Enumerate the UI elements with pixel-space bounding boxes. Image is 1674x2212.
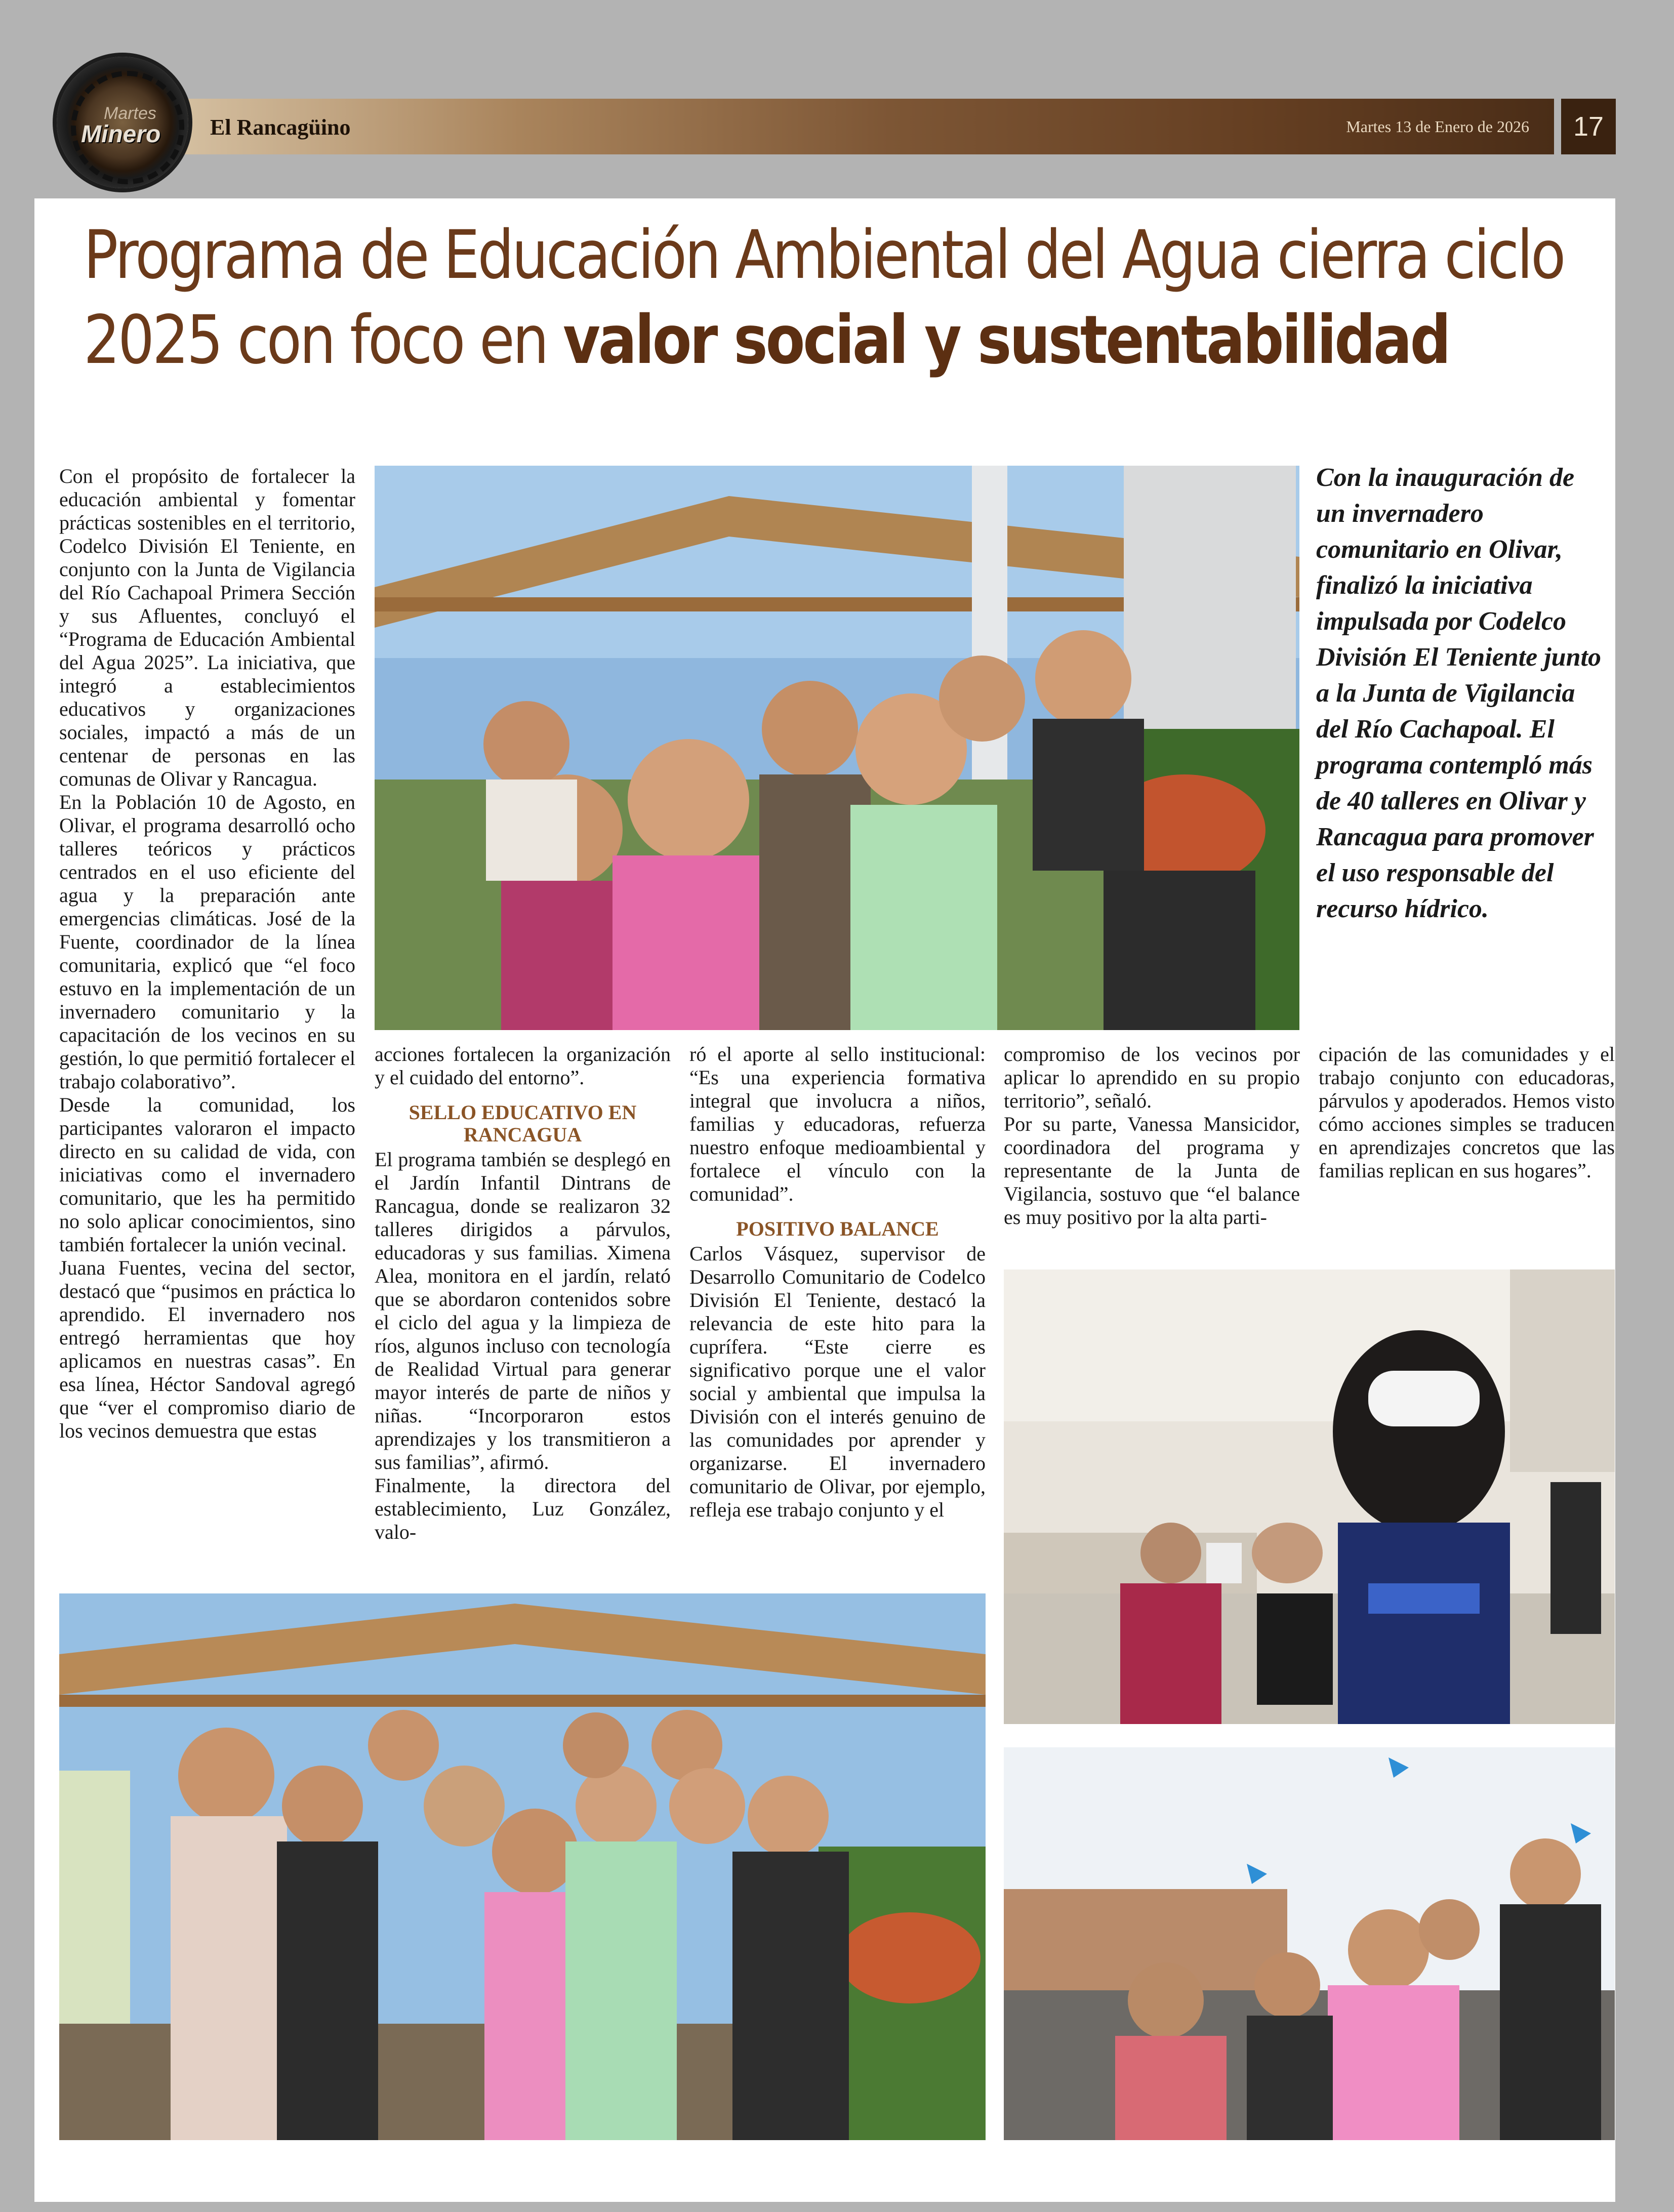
photo-group-greenhouse xyxy=(59,1593,986,2140)
article-column-4 xyxy=(1004,1043,1300,1229)
col1-paragraph-1: Con el propósito de fortalecer la educación ambiental y fomentar prácticas sostenibles en el territorio, Codelco División El Teniente, en conjunto con la Junta de Vigilancia del Río Cachapoal Primera Sección y sus Afluentes, concluyó el “Programa de Educación Ambiental del Agua 2025”. La iniciativa, que integró a establecimientos educativos y organizaciones sociales, impactó a más de un centenar de personas en las comunas de Olivar y Rancagua. xyxy=(59,465,355,790)
col2-paragraph-2: El programa también se desplegó en el Jardín Infantil Dintrans de Rancagua, donde se realizaron 32 talleres dirigidos a párvulos, educadoras y sus familias. Ximena Alea, monitora en el jardín, relató que se abordaron contenidos sobre el ciclo del agua y la limpieza de ríos, algunos incluso con tecnología de Realidad Virtual para generar mayor interés de parte de niños y niñas. “Incorporaron estos aprendizajes y los transmitieron a sus familias”, afirmó. xyxy=(375,1148,671,1473)
headline-bold: valor social y sustentabilidad xyxy=(563,301,1449,379)
headline-line1: Programa de Educación Ambiental del Agua cierra ciclo xyxy=(84,216,1564,294)
col3-paragraph-1: ró el aporte al sello institucional: “Es una experiencia formativa integral que involucra a niños, familias y educadoras, refuerza nuestro enfoque medioambiental y fortalece el vínculo con la comunidad”. xyxy=(689,1043,986,1205)
col4-paragraph-1: compromiso de los vecinos por aplicar lo aprendido en su propio territorio”, señaló. xyxy=(1004,1043,1300,1112)
photo-waving-paper-fish xyxy=(1004,1747,1615,2140)
article-column-5 xyxy=(1319,1043,1615,1182)
col2-paragraph-1: acciones fortalecen la organización y el cuidado del entorno”. xyxy=(375,1043,671,1089)
masthead: El Rancagüino xyxy=(210,115,351,140)
col1-paragraph-3: Desde la comunidad, los participantes valoraron el impacto directo en su calidad de vida, con iniciativas como el invernadero comunitario, que les ha permitido no solo aplicar conocimientos, sino también fortalecer la unión vecinal. xyxy=(59,1093,355,1256)
subhead-sello-educativo: SELLO EDUCATIVO EN RANCAGUA xyxy=(409,1101,637,1146)
article-column-3 xyxy=(689,1043,986,1522)
logo-text-minero: Minero xyxy=(81,121,161,148)
article-headline xyxy=(84,213,1564,383)
subhead-positivo-balance: POSITIVO BALANCE xyxy=(736,1217,939,1240)
headline-line2: 2025 con foco en xyxy=(84,301,563,379)
header-separator xyxy=(1555,99,1560,154)
photo-greenhouse-celebration xyxy=(375,466,1299,1030)
col4-paragraph-2: Por su parte, Vanessa Mansicidor, coordinadora del programa y representante de la Junta de Vigilancia, sostuvo que “el balance es muy positivo por la alta parti- xyxy=(1004,1113,1300,1228)
photo-virtual-reality-session xyxy=(1004,1269,1615,1724)
col2-paragraph-3: Finalmente, la directora del establecimiento, Luz González, valo- xyxy=(375,1474,671,1543)
col1-paragraph-2: En la Población 10 de Agosto, en Olivar, el programa desarrolló ocho talleres teóricos y prácticos centrados en el uso eficiente del agua y la preparación ante emergencias climáticas. José de la Fuente, coordinador de la línea comunitaria, explicó que “el foco estuvo en la implementación de un invernadero comunitario y la capacitación de los vecinos en su gestión, lo que permitió fortalecer el trabajo colaborativo”. xyxy=(59,791,355,1093)
col5-paragraph-1: cipación de las comunidades y el trabajo conjunto con educadoras, párvulos y apoderados. Hemos visto cómo acciones simples se traducen en aprendizajes concretos que las familias replican en sus hogares”. xyxy=(1319,1043,1615,1182)
page-number: 17 xyxy=(1561,99,1616,154)
issue-date: Martes 13 de Enero de 2026 xyxy=(1346,117,1529,136)
col3-paragraph-2: Carlos Vásquez, supervisor de Desarrollo Comunitario de Codelco División El Teniente, destacó la relevancia de este hito para la cuprífera. “Este cierre es significativo porque une el valor social y ambiental que impulsa la División con el interés genuino de las comunidades por aprender y organizarse. El invernadero comunitario de Olivar, por ejemplo, refleja ese trabajo conjunto y el xyxy=(689,1242,986,1521)
logo-text-martes: Martes xyxy=(104,104,156,123)
pull-quote: Con la inauguración de un invernadero comunitario en Olivar, finalizó la iniciativa impulsada por Codelco División El Teniente junto a la Junta de Vigilancia del Río Cachapoal. El programa contempló más de 40 talleres en Olivar y Rancagua para promover el uso responsable del recurso hídrico. xyxy=(1316,463,1601,923)
article-column-2 xyxy=(375,1043,671,1544)
col1-paragraph-4: Juana Fuentes, vecina del sector, destacó que “pusimos en práctica lo aprendido. El invernadero nos entregó herramientas que hoy aplicamos en nuestras casas”. En esa línea, Héctor Sandoval agregó que “ver el compromiso diario de los vecinos demuestra que estas xyxy=(59,1256,355,1442)
article-column-1 xyxy=(59,465,355,1443)
